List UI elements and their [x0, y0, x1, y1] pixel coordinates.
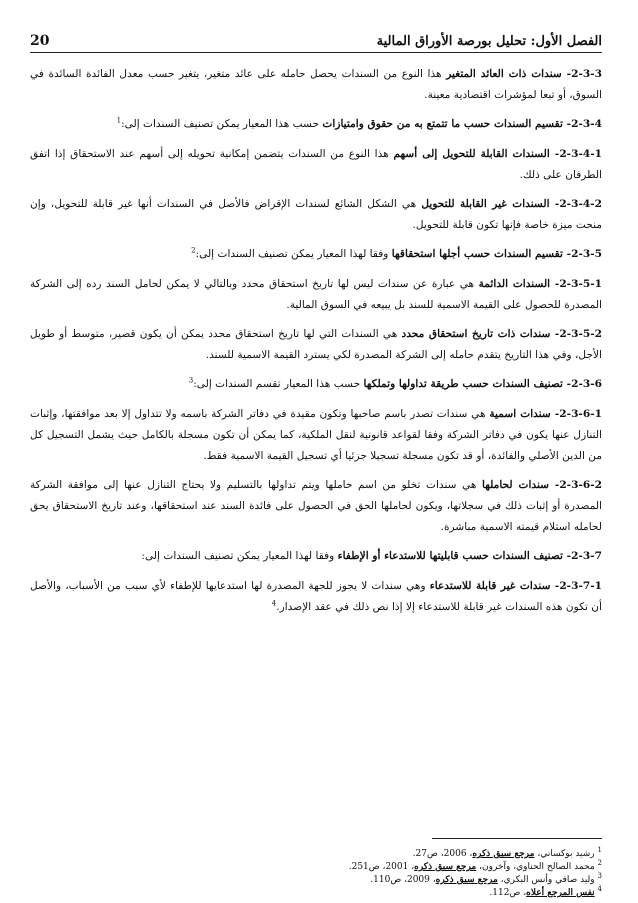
- paragraph-2-3-6: [30, 374, 602, 395]
- footnote-details: ، 2001، ص251.: [348, 862, 415, 872]
- paragraph-text: هي السندات التي لها تاريخ استحقاق محدد يمكن أن يكون قصير، متوسط أو طويل الأجل، وفي هذا التاريخ يتقدم حامله إلى الشركة المصدرة لكي يسترد القيمة الاسمية للسند.: [30, 328, 602, 361]
- footnote-reference: مرجع سبق ذكره: [472, 849, 535, 859]
- paragraph-text: هذا النوع من السندات يحصل حامله على عائد متغير، يتغير حسب معدل الفائدة السائدة في السوق، أو تبعا لمؤشرات اقتصادية معينة.: [30, 68, 602, 101]
- footnote-ref: 3: [188, 376, 194, 385]
- footnote-reference: مرجع سبق ذكره: [414, 862, 477, 872]
- paragraph-text: وفقا لهذا المعيار يمكن تصنيف السندات إلى:: [195, 248, 392, 260]
- footnote-divider: [432, 838, 602, 839]
- section-heading: 2-3-6-1- سندات اسمية: [489, 408, 602, 420]
- paragraph-text: حسب هذا المعيار يمكن تصنيف السندات إلى:: [121, 118, 323, 130]
- paragraph-text: هذا النوع من السندات يتضمن إمكانية تحويله إلى أسهم عند الاستحقاق إذا اتفق الطرفان على ذلك.: [30, 148, 602, 181]
- footnote-details: ، 2009، ص110.: [370, 875, 436, 885]
- section-heading: 2-3-4-1- السندات القابلة للتحويل إلى أسهم: [393, 148, 602, 160]
- footnote-details: ، 2006، ص27.: [412, 849, 473, 859]
- paragraph-2-3-6-2: [30, 475, 602, 538]
- paragraph-2-3-5: [30, 244, 602, 265]
- section-heading: 2-3-4-2- السندات غير القابلة للتحويل: [421, 198, 602, 210]
- paragraph-2-3-7: [30, 546, 602, 567]
- footnote-ref: 1: [116, 116, 122, 125]
- paragraph-text: وهي سندات لا يجوز للجهة المصدرة لها استدعايها للإطفاء لأي سبب من الأسباب، والأصل أن تكون هذه السندات غير قابلة للاستدعاء إلا إذا نص ذلك في عقد الإصدار.: [30, 580, 602, 613]
- footnote-reference: نفس المرجع أعلاه: [526, 888, 595, 898]
- section-heading: 2-3-5- تقسيم السندات حسب أجلها استحقاقها: [391, 248, 602, 260]
- section-heading: 2-3-7- تصنيف السندات حسب قابليتها للاستدعاء أو الإطفاء: [337, 550, 602, 562]
- page-number: 20: [30, 33, 50, 49]
- document-body: [30, 64, 602, 626]
- paragraph-text: هي سندات تخلو من اسم حاملها ويتم تداولها بالتسليم ولا يحتاج التنازل عنها إلى موافقة الشركة المصدرة أو إثبات ذلك في سجلاتها، ويكون لحاملها الحق في الحصول على فائدة السند عند استحقاقها، وعند تاريخ الاستحقاق يحق لحامله استلام قيمته الاسمية مباشرة.: [30, 479, 602, 533]
- paragraph-text: هي عبارة عن سندات ليس لها تاريخ استحقاق محدد وبالتالي لا يمكن لحامل السند رده إلى الشركة المصدرة للحصول على القيمة الاسمية للسند بل يبيعه في السوق المالية.: [30, 278, 602, 311]
- paragraph-2-3-7-1: [30, 576, 602, 618]
- footnote: [349, 874, 602, 887]
- section-heading: 2-3-5-1- السندات الدائمة: [478, 278, 602, 290]
- paragraph-text: هي الشكل الشائع لسندات الإقراض فالأصل في السندات أنها غير قابلة للتحويل، وإن منحت ميزة خاصة فإنها تكون قابلة للتحويل.: [30, 198, 602, 231]
- chapter-title: الفصل الأول: تحليل بورصة الأوراق المالية: [376, 34, 602, 49]
- section-heading: 2-3-3- سندات ذات العائد المتغير: [446, 68, 602, 80]
- paragraph-2-3-4-1: [30, 144, 602, 186]
- paragraph-text: وفقا لهذا المعيار يمكن تصنيف السندات إلى:: [141, 550, 338, 562]
- footnote: [349, 848, 602, 861]
- paragraph-2-3-5-2: [30, 324, 602, 366]
- section-heading: 2-3-4- تقسيم السندات حسب ما تتمتع به من حقوق وامتيازات: [322, 118, 602, 130]
- paragraph-text: حسب هذا المعيار تقسم السندات إلى:: [193, 378, 364, 390]
- section-heading: 2-3-6- تصنيف السندات حسب طريقة تداولها وتملكها: [363, 378, 602, 390]
- paragraph-2-3-5-1: [30, 274, 602, 316]
- footnote: [349, 861, 602, 874]
- footnote-details: ، ص112.: [489, 888, 527, 898]
- footnote-author: محمد الصالح الحناوي، وآخرون،: [476, 862, 595, 872]
- footnote-number: 2: [597, 859, 602, 867]
- footnote-reference: مرجع سبق ذكره: [435, 875, 498, 885]
- footnote-ref: 2: [191, 246, 196, 255]
- section-heading: 2-3-7-1- سندات غير قابلة للاستدعاء: [429, 580, 602, 592]
- paragraph-2-3-4-2: [30, 194, 602, 236]
- page-header: [30, 30, 602, 53]
- paragraph-2-3-3: [30, 64, 602, 106]
- paragraph-text: هي سندات تصدر باسم صاحبها وتكون مقيدة في دفاتر الشركة باسمه ولا تتداول إلا بعد موافقتها، وإثبات التنازل عنها يكون في دفاتر الشركة وفقا لقواعد قانونية لنقل الملكية، كما يمكن أن تكون مسجلة بالكامل حيث يشمل التسجيل كل من الدين الأصلي والفائدة، أو قد تكون مسجلة تسجيلا جزئيا أي تسجيل القيمة الاسمية فقط.: [30, 408, 602, 462]
- footnote-number: 3: [597, 872, 602, 880]
- paragraph-2-3-6-1: [30, 404, 602, 467]
- footnote-ref: 4: [271, 599, 277, 608]
- section-heading: 2-3-5-2- سندات ذات تاريخ استحقاق محدد: [401, 328, 603, 340]
- footnote-number: 4: [597, 885, 602, 893]
- paragraph-2-3-4: [30, 114, 602, 135]
- footnotes: [349, 848, 602, 900]
- footnote-author: وليد صافي وأنس البكري،: [497, 875, 595, 885]
- section-heading: 2-3-6-2- سندات لحاملها: [482, 479, 602, 491]
- footnote-author: رشيد بوكساني،: [534, 849, 595, 859]
- footnote: [349, 887, 602, 900]
- footnote-number: 1: [597, 846, 602, 854]
